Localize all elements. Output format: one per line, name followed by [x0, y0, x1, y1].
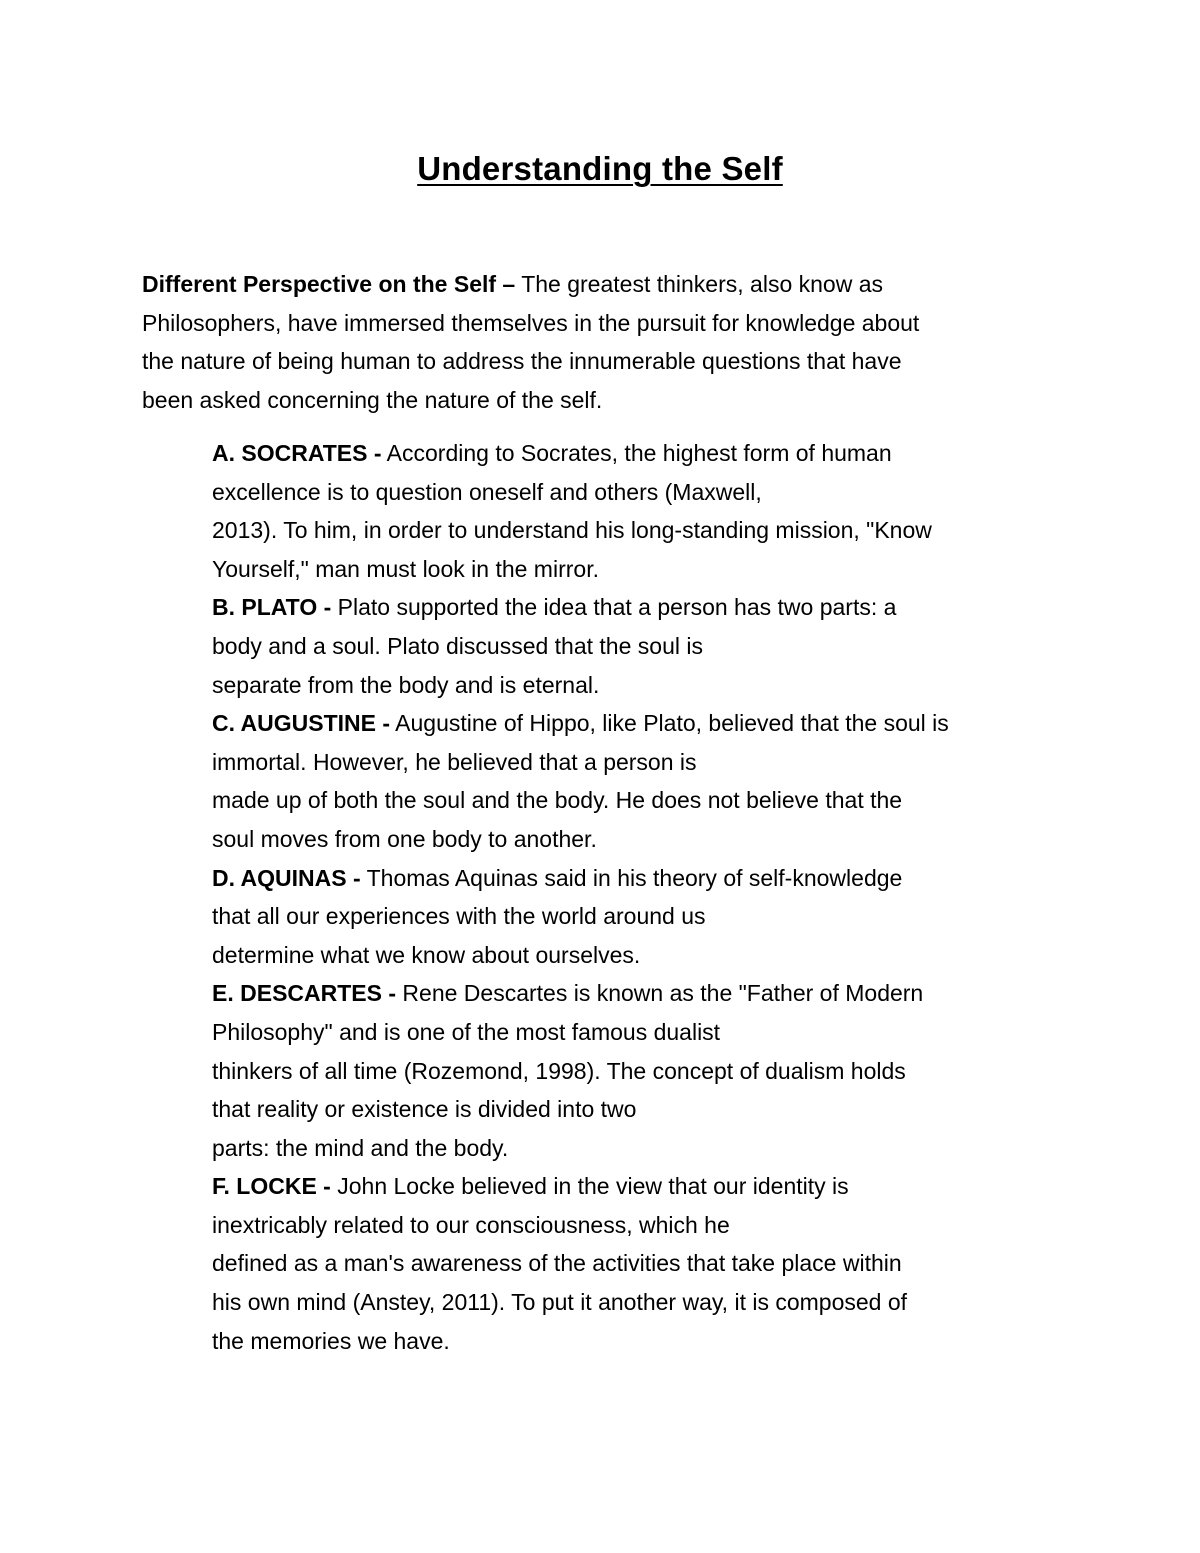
entry-line	[212, 588, 1072, 627]
entry-plato	[212, 588, 1072, 704]
entry-text: Rene Descartes is known as the "Father of Modern	[396, 980, 924, 1007]
entry-text: John Locke believed in the view that our identity is	[330, 1173, 849, 1200]
entry-augustine	[212, 704, 1072, 858]
intro-paragraph	[142, 265, 1072, 419]
entry-label: B. PLATO -	[212, 594, 332, 621]
entry-line: that all our experiences with the world around us	[212, 903, 706, 930]
entry-line: that reality or existence is divided into two	[212, 1096, 637, 1123]
intro-line	[142, 271, 883, 297]
entry-label: E. DESCARTES -	[212, 980, 397, 1007]
entry-line: his own mind (Anstey, 2011). To put it another way, it is composed of	[212, 1289, 908, 1316]
intro-text: The greatest thinkers, also know as	[515, 271, 883, 297]
entry-line: parts: the mind and the body.	[212, 1134, 509, 1161]
entry-socrates	[212, 434, 1072, 588]
intro-heading: Different Perspective on the Self –	[142, 271, 516, 297]
entry-text: According to Socrates, the highest form of human	[381, 440, 892, 466]
entry-label: A. SOCRATES -	[212, 440, 382, 466]
entry-line: 2013). To him, in order to understand his long-standing mission, "Know	[212, 517, 932, 544]
intro-line: been asked concerning the nature of the self.	[142, 386, 603, 413]
entry-line	[212, 974, 1072, 1013]
entry-line: made up of both the soul and the body. He does not believe that the	[212, 787, 903, 814]
entry-line: separate from the body and is eternal.	[212, 671, 600, 698]
entry-line	[212, 704, 1072, 743]
entry-line: Yourself," man must look in the mirror.	[212, 555, 599, 582]
entry-label: D. AQUINAS -	[212, 864, 361, 891]
entry-text: Augustine of Hippo, like Plato, believed that the soul is	[390, 710, 949, 737]
entry-label: F. LOCKE -	[212, 1173, 331, 1200]
entry-line	[212, 1167, 1072, 1206]
entry-descartes	[212, 974, 1072, 1167]
entry-line: immortal. However, he believed that a person is	[212, 748, 697, 775]
intro-line: the nature of being human to address the innumerable questions that have	[142, 348, 902, 374]
entry-line: excellence is to question oneself and others (Maxwell,	[212, 478, 762, 505]
entry-line: the memories we have.	[212, 1327, 450, 1354]
entry-line: defined as a man's awareness of the activities that take place within	[212, 1250, 902, 1277]
entry-line: body and a soul. Plato discussed that the soul is	[212, 632, 703, 659]
entry-text: Thomas Aquinas said in his theory of self-knowledge	[360, 864, 903, 891]
entry-label: C. AUGUSTINE -	[212, 710, 391, 737]
entry-line	[212, 434, 1072, 473]
document-title: Understanding the Self	[417, 150, 783, 187]
entry-aquinas	[212, 859, 1072, 975]
intro-line: Philosophers, have immersed themselves in the pursuit for knowledge about	[142, 309, 920, 336]
entry-locke	[212, 1167, 1072, 1360]
entry-line: thinkers of all time (Rozemond, 1998). The concept of dualism holds	[212, 1057, 906, 1084]
entry-line: determine what we know about ourselves.	[212, 941, 641, 968]
entry-line: Philosophy" and is one of the most famous dualist	[212, 1018, 721, 1045]
philosopher-list	[212, 434, 1072, 1360]
entry-line: inextricably related to our consciousness, which he	[212, 1211, 730, 1238]
entry-line	[212, 859, 1072, 898]
entry-line: soul moves from one body to another.	[212, 825, 597, 852]
entry-text: Plato supported the idea that a person has two parts: a	[331, 594, 897, 621]
